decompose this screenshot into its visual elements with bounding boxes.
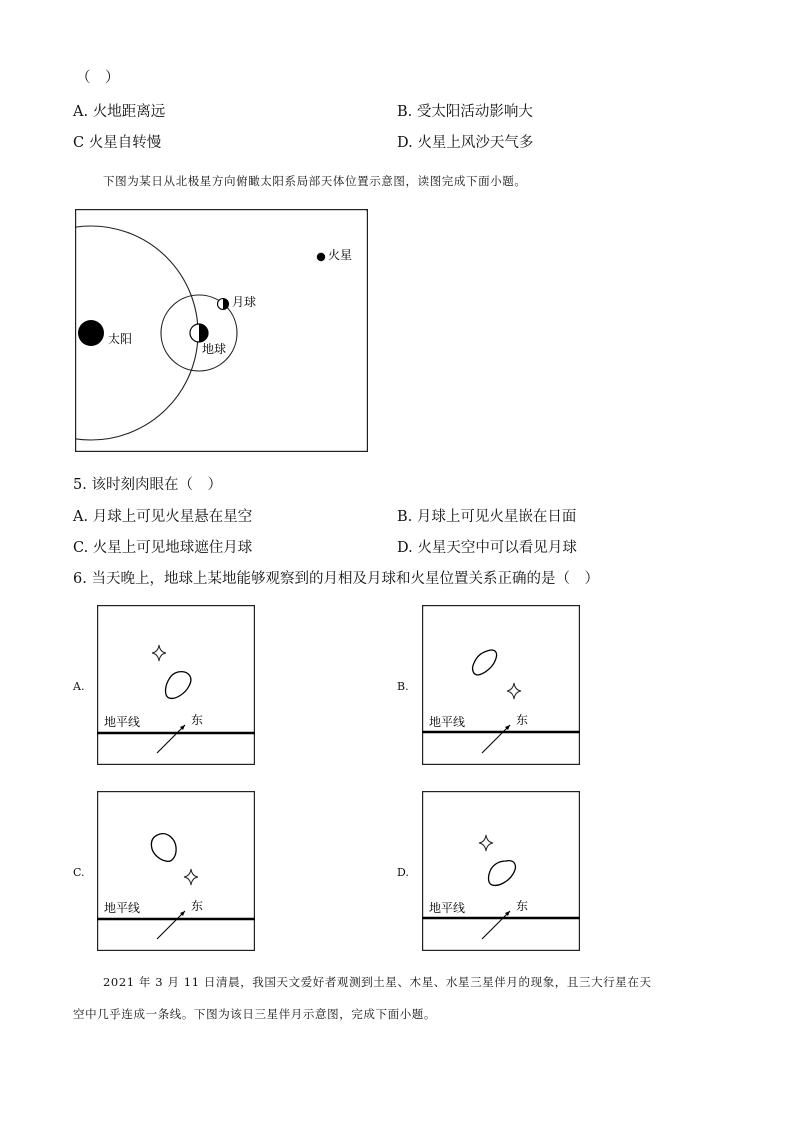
option-letter: C — [73, 135, 85, 151]
option-text: 月球上可见火星嵌在日面 — [416, 509, 577, 525]
prev-option-d[interactable] — [397, 131, 533, 152]
horizon-label: 地平线 — [429, 901, 466, 915]
horizon-label: 地平线 — [104, 901, 141, 915]
prev-option-c[interactable] — [73, 131, 161, 152]
prev-option-b[interactable] — [397, 100, 533, 121]
label-mars: 火星 — [328, 248, 353, 262]
option-text: 火星上可见地球遮住月球 — [92, 540, 253, 556]
panel-c-letter[interactable]: C. — [73, 866, 85, 879]
panel-a-letter[interactable]: A. — [73, 680, 85, 693]
panel-c[interactable] — [97, 791, 255, 951]
panel-d[interactable] — [422, 791, 580, 951]
panel-d-letter[interactable]: D. — [397, 866, 409, 879]
option-text: 月球上可见火星悬在星空 — [92, 509, 253, 525]
intro-paragraph-2-line-1: 2021 年 3 月 11 日清晨，我国天文爱好者观测到土星、木星、水星三星伴月的现象，且三大行星在天 — [103, 975, 652, 989]
diagram-frame — [76, 210, 368, 452]
label-moon: 月球 — [232, 295, 257, 309]
mars-icon — [317, 253, 325, 261]
q6-stem: 6. 当天晚上，地球上某地能够观察到的月相及月球和火星位置关系正确的是（ ） — [73, 571, 599, 587]
option-letter: A. — [73, 104, 89, 120]
option-text: 火地距离远 — [92, 104, 166, 120]
option-text: 火星自转慢 — [88, 135, 162, 151]
q5-option-c[interactable] — [73, 536, 252, 557]
panel-a[interactable] — [97, 605, 255, 765]
q5-option-d[interactable] — [397, 536, 577, 557]
option-letter: C. — [73, 540, 89, 556]
prev-question-bracket: （ ） — [76, 70, 120, 86]
q5-option-b[interactable] — [397, 505, 576, 526]
option-text: 火星上风沙天气多 — [417, 135, 534, 151]
panel-b-letter[interactable]: B. — [397, 680, 409, 693]
horizon-label: 地平线 — [429, 715, 466, 729]
sun-icon — [78, 320, 104, 346]
q5-stem: 5. 该时刻肉眼在（ ） — [73, 477, 222, 493]
option-letter: A. — [73, 509, 89, 525]
option-text: 受太阳活动影响大 — [416, 104, 533, 120]
intro-paragraph-1: 下图为某日从北极星方向俯瞰太阳系局部天体位置示意图，读图完成下面小题。 — [103, 174, 527, 188]
option-text: 火星天空中可以看见月球 — [417, 540, 577, 556]
option-letter: B. — [397, 509, 413, 525]
label-earth: 地球 — [202, 342, 227, 356]
option-letter: D. — [397, 540, 413, 556]
panel-b[interactable] — [422, 605, 580, 765]
prev-option-a[interactable] — [73, 100, 165, 121]
intro-paragraph-2-line-2: 空中几乎连成一条线。下图为该日三星伴月示意图，完成下面小题。 — [73, 1007, 436, 1021]
option-letter: B. — [397, 104, 413, 120]
east-label: 东 — [516, 713, 529, 727]
q5-option-a[interactable] — [73, 505, 252, 526]
horizon-label: 地平线 — [104, 715, 141, 729]
east-label: 东 — [191, 713, 204, 727]
east-label: 东 — [516, 899, 529, 913]
label-sun: 太阳 — [108, 332, 133, 346]
option-letter: D. — [397, 135, 413, 151]
solar-system-diagram — [75, 209, 368, 452]
east-label: 东 — [191, 899, 204, 913]
